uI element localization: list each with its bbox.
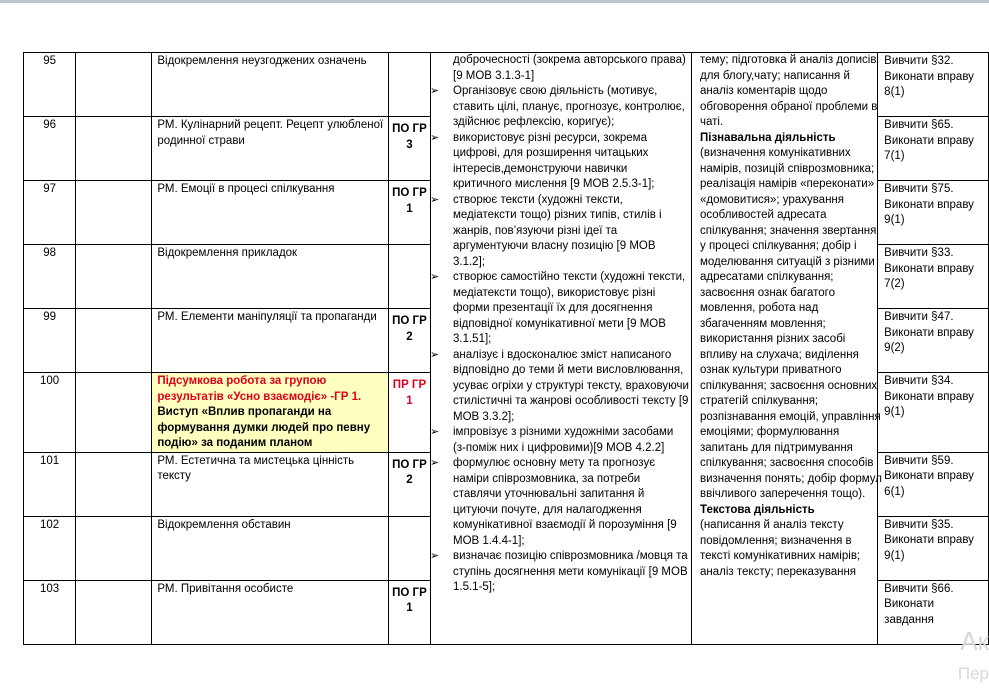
activities-body-text: (написання й аналіз тексту повідомлення; визначення в тексті комунікативних намірів; аналіз тексту; переказування [700,519,861,578]
outcome-text: імпровізує з різними художніми засобами (з-поміж них і цифровими)[9 МОВ 4.2.2] [453,426,674,454]
activities-heading-cognitive: Пізнавальна діяльність [700,131,836,144]
outcome-text: створює самостійно тексти (художні тексти, медіатексти тощо), використовує різні форми презентації їх для досягнення відповідної комунікативної мети [9 МОВ 3.1.51]; [453,271,686,345]
activities-intro: тему; підготовка й аналіз дописів для блогу,чату; написання й аналіз коментарів щодо обговорення обраної проблеми в чаті. [700,54,878,128]
homework: Вивчити §59. Виконати вправу 6(1) [878,452,989,516]
lesson-number: 102 [24,516,76,580]
outcome-item [426,425,693,456]
lesson-number: 95 [24,53,76,117]
lesson-number: 103 [24,580,76,644]
outcome-item [426,84,693,131]
lesson-topic: РМ. Естетична та мистецька цінність тексту [152,452,388,516]
group-label [388,53,430,117]
arrow-bullet-icon: ➢ [430,550,440,562]
outcome-item [426,131,693,193]
homework: Вивчити §65. Виконати вправу 7(1) [878,117,989,181]
lesson-topic: Відокремлення обставин [152,516,388,580]
date-cell [76,516,152,580]
lesson-topic: РМ. Емоції в процесі спілкування [152,181,388,245]
outcome-item [426,193,693,271]
date-cell [76,373,152,453]
lesson-number: 98 [24,245,76,309]
activities-heading-text: Текстова діяльність [700,503,815,516]
date-cell [76,117,152,181]
group-label: ПО ГР 2 [388,452,430,516]
outcome-text: визначає позицію співрозмовника /мовця та ступінь досягнення мети комунікації [9 МОВ 1.5.1-5]; [453,550,688,593]
arrow-bullet-icon: ➢ [430,457,440,469]
learning-outcomes [426,53,693,643]
activities-body-cognitive: (визначення комунікативних намірів, позицій співрозмовника; реалізація намірів «переконати» «домовитися»; урахування особливостей адресата спілкування; значення звертання у процесі спілкування; добір і моделювання ситуацій з різними адресатами спілкування; засвоєння ознак багатого мовлення, робота над збагаченням мовлення; використання різних засобі впливу на слухача; виділення ознак культури приватного спілкування; засвоєння основних стратегій спілкування; розпізнавання емоцій, управління емоціями; формулювання запитань для підтримування спілкування; засвоєння способів визначення понять; добір формул ввічливого заперечення тощо). [700,147,882,500]
group-label: ПР ГР 1 [388,373,430,453]
assessment-task: Виступ «Вплив пропаганди на формування думки людей про певну подію» за поданим планом [157,406,371,449]
lesson-number: 96 [24,117,76,181]
activation-watermark-subtitle: Пер [957,664,989,683]
group-label: ПО ГР 1 [388,181,430,245]
arrow-bullet-icon: ➢ [430,193,440,206]
arrow-bullet-icon: ➢ [430,271,440,283]
student-activities [694,53,884,643]
lesson-number: 97 [24,181,76,245]
outcome-item [426,270,693,348]
lesson-number: 100 [24,373,76,453]
lesson-topic: РМ. Привітання особисте [152,580,388,644]
group-label: ПО ГР 3 [388,117,430,181]
outcome-item [426,53,693,84]
outcome-text: Організовує свою діяльність (мотивує, ставить цілі, планує, прогнозує, контролює, здійснює рефлексію, коригує); [453,85,685,128]
group-label: ПО ГР 1 [388,580,430,644]
homework: Вивчити §47. Виконати вправу 9(2) [878,309,989,373]
assessment-title: Підсумкова робота за групою результатів «Усно взаємодіє» -ГР 1. [157,375,362,403]
group-label [388,516,430,580]
outcome-text: доброчесності (зокрема авторського права) [9 МОВ 3.1.3-1] [453,54,686,82]
lesson-topic: РМ. Кулінарний рецепт. Рецепт улюбленої родинної страви [152,117,388,181]
outcome-item [426,549,693,596]
date-cell [76,181,152,245]
date-cell [76,452,152,516]
homework: Вивчити §35. Виконати вправу 9(1) [878,516,989,580]
lesson-number: 99 [24,309,76,373]
date-cell [76,245,152,309]
arrow-bullet-icon: ➢ [430,348,440,361]
lesson-topic: РМ. Елементи маніпуляції та пропаганди [152,309,388,373]
outcome-text: формулює основну мету та прогнозує наміри співрозмовника, за потреби ставлячи уточнювальні запитання й цитуючи почуте, для налагодження комунікативної взаємодії й порозуміння [9 МОВ 1.4.4-1]; [453,457,677,547]
homework: Вивчити §34. Виконати вправу 9(1) [878,373,989,453]
group-label [388,245,430,309]
lesson-number: 101 [24,452,76,516]
arrow-bullet-icon: ➢ [430,426,440,438]
window-top-border [0,0,989,3]
lesson-topic: Відокремлення неузгоджених означень [152,53,388,117]
homework: Вивчити §75. Виконати вправу 9(1) [878,181,989,245]
activation-watermark-title: Ак [960,626,989,656]
outcome-item [426,456,693,549]
outcome-item [426,348,693,426]
arrow-bullet-icon: ➢ [430,131,440,144]
homework-text: Вивчити §66. Виконати завдання [884,582,954,626]
date-cell [76,580,152,644]
lesson-topic [152,373,388,453]
date-cell [76,53,152,117]
outcome-text: використовує різні ресурси, зокрема цифрові, для розширення читацьких інтересів,демонструючи навички критичного мислення [9 МОВ 2.5.3-1]; [453,131,655,190]
homework: Вивчити §32. Виконати вправу 8(1) [878,53,989,117]
homework: Вивчити §33. Виконати вправу 7(2) [878,245,989,309]
arrow-bullet-icon: ➢ [430,85,440,97]
outcome-text: аналізує і вдосконалює зміст написаного відповідно до теми й мети висловлювання, усуває огріхи у структурі тексту, враховуючи стилістичні та жанрові особливості тексту [9 МОВ 3.3.2]; [453,348,689,423]
group-label: ПО ГР 2 [388,309,430,373]
outcome-text: створює тексти (художні тексти, медіатексти тощо) різних типів, стилів і жанрів, пов’язуючи різні ідеї та аргументуючи власну позицію [9 МОВ 3.1.2]; [453,193,662,268]
lesson-topic: Відокремлення прикладок [152,245,388,309]
date-cell [76,309,152,373]
